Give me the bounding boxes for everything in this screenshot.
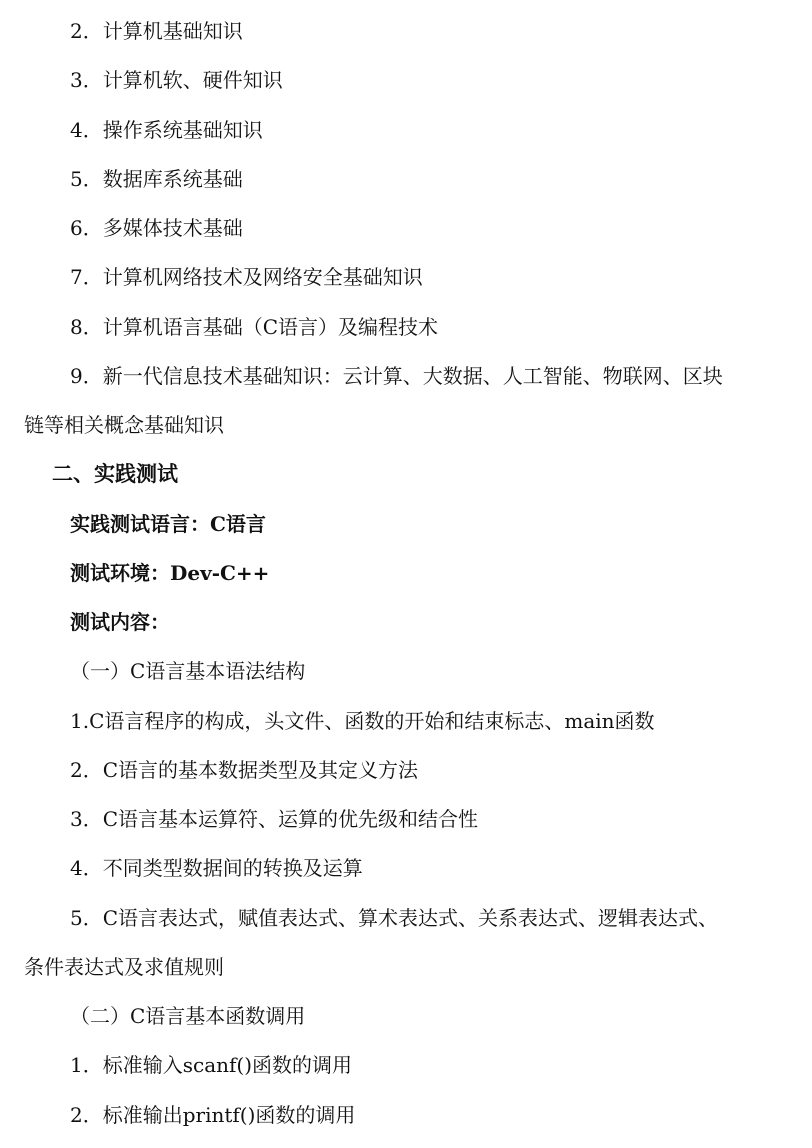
list-item: 4．操作系统基础知识	[70, 118, 263, 142]
list-item: 2．C语言的基本数据类型及其定义方法	[70, 758, 419, 782]
test-environment-line: 测试环境：Dev-C++	[70, 561, 270, 585]
list-item: 6．多媒体技术基础	[70, 216, 243, 240]
section-heading: 二、实践测试	[52, 461, 178, 486]
list-item: 4．不同类型数据间的转换及运算	[70, 856, 363, 880]
test-language-line: 实践测试语言：C语言	[70, 512, 266, 536]
list-item: 3．C语言基本运算符、运算的优先级和结合性	[70, 807, 479, 831]
list-item: 5．C语言表达式，赋值表达式、算术表达式、关系表达式、逻辑表达式、	[70, 906, 719, 930]
list-item-continuation: 条件表达式及求值规则	[24, 955, 224, 979]
list-item: 7．计算机网络技术及网络安全基础知识	[70, 265, 423, 289]
list-item: 3．计算机软、硬件知识	[70, 68, 283, 92]
list-item: 5．数据库系统基础	[70, 167, 243, 191]
list-item: 1.C语言程序的构成，头文件、函数的开始和结束标志、main函数	[70, 709, 655, 733]
list-item-continuation: 链等相关概念基础知识	[24, 413, 224, 437]
subsection-heading: （一）C语言基本语法结构	[70, 659, 306, 683]
list-item: 8．计算机语言基础（C语言）及编程技术	[70, 315, 439, 339]
list-item: 9．新一代信息技术基础知识：云计算、大数据、人工智能、物联网、区块	[70, 364, 723, 388]
list-item: 2．标准输出printf()函数的调用	[70, 1103, 356, 1127]
list-item: 1．标准输入scanf()函数的调用	[70, 1053, 353, 1077]
subsection-heading: （二）C语言基本函数调用	[70, 1004, 306, 1028]
list-item: 2．计算机基础知识	[70, 19, 243, 43]
test-content-label: 测试内容：	[70, 610, 170, 634]
